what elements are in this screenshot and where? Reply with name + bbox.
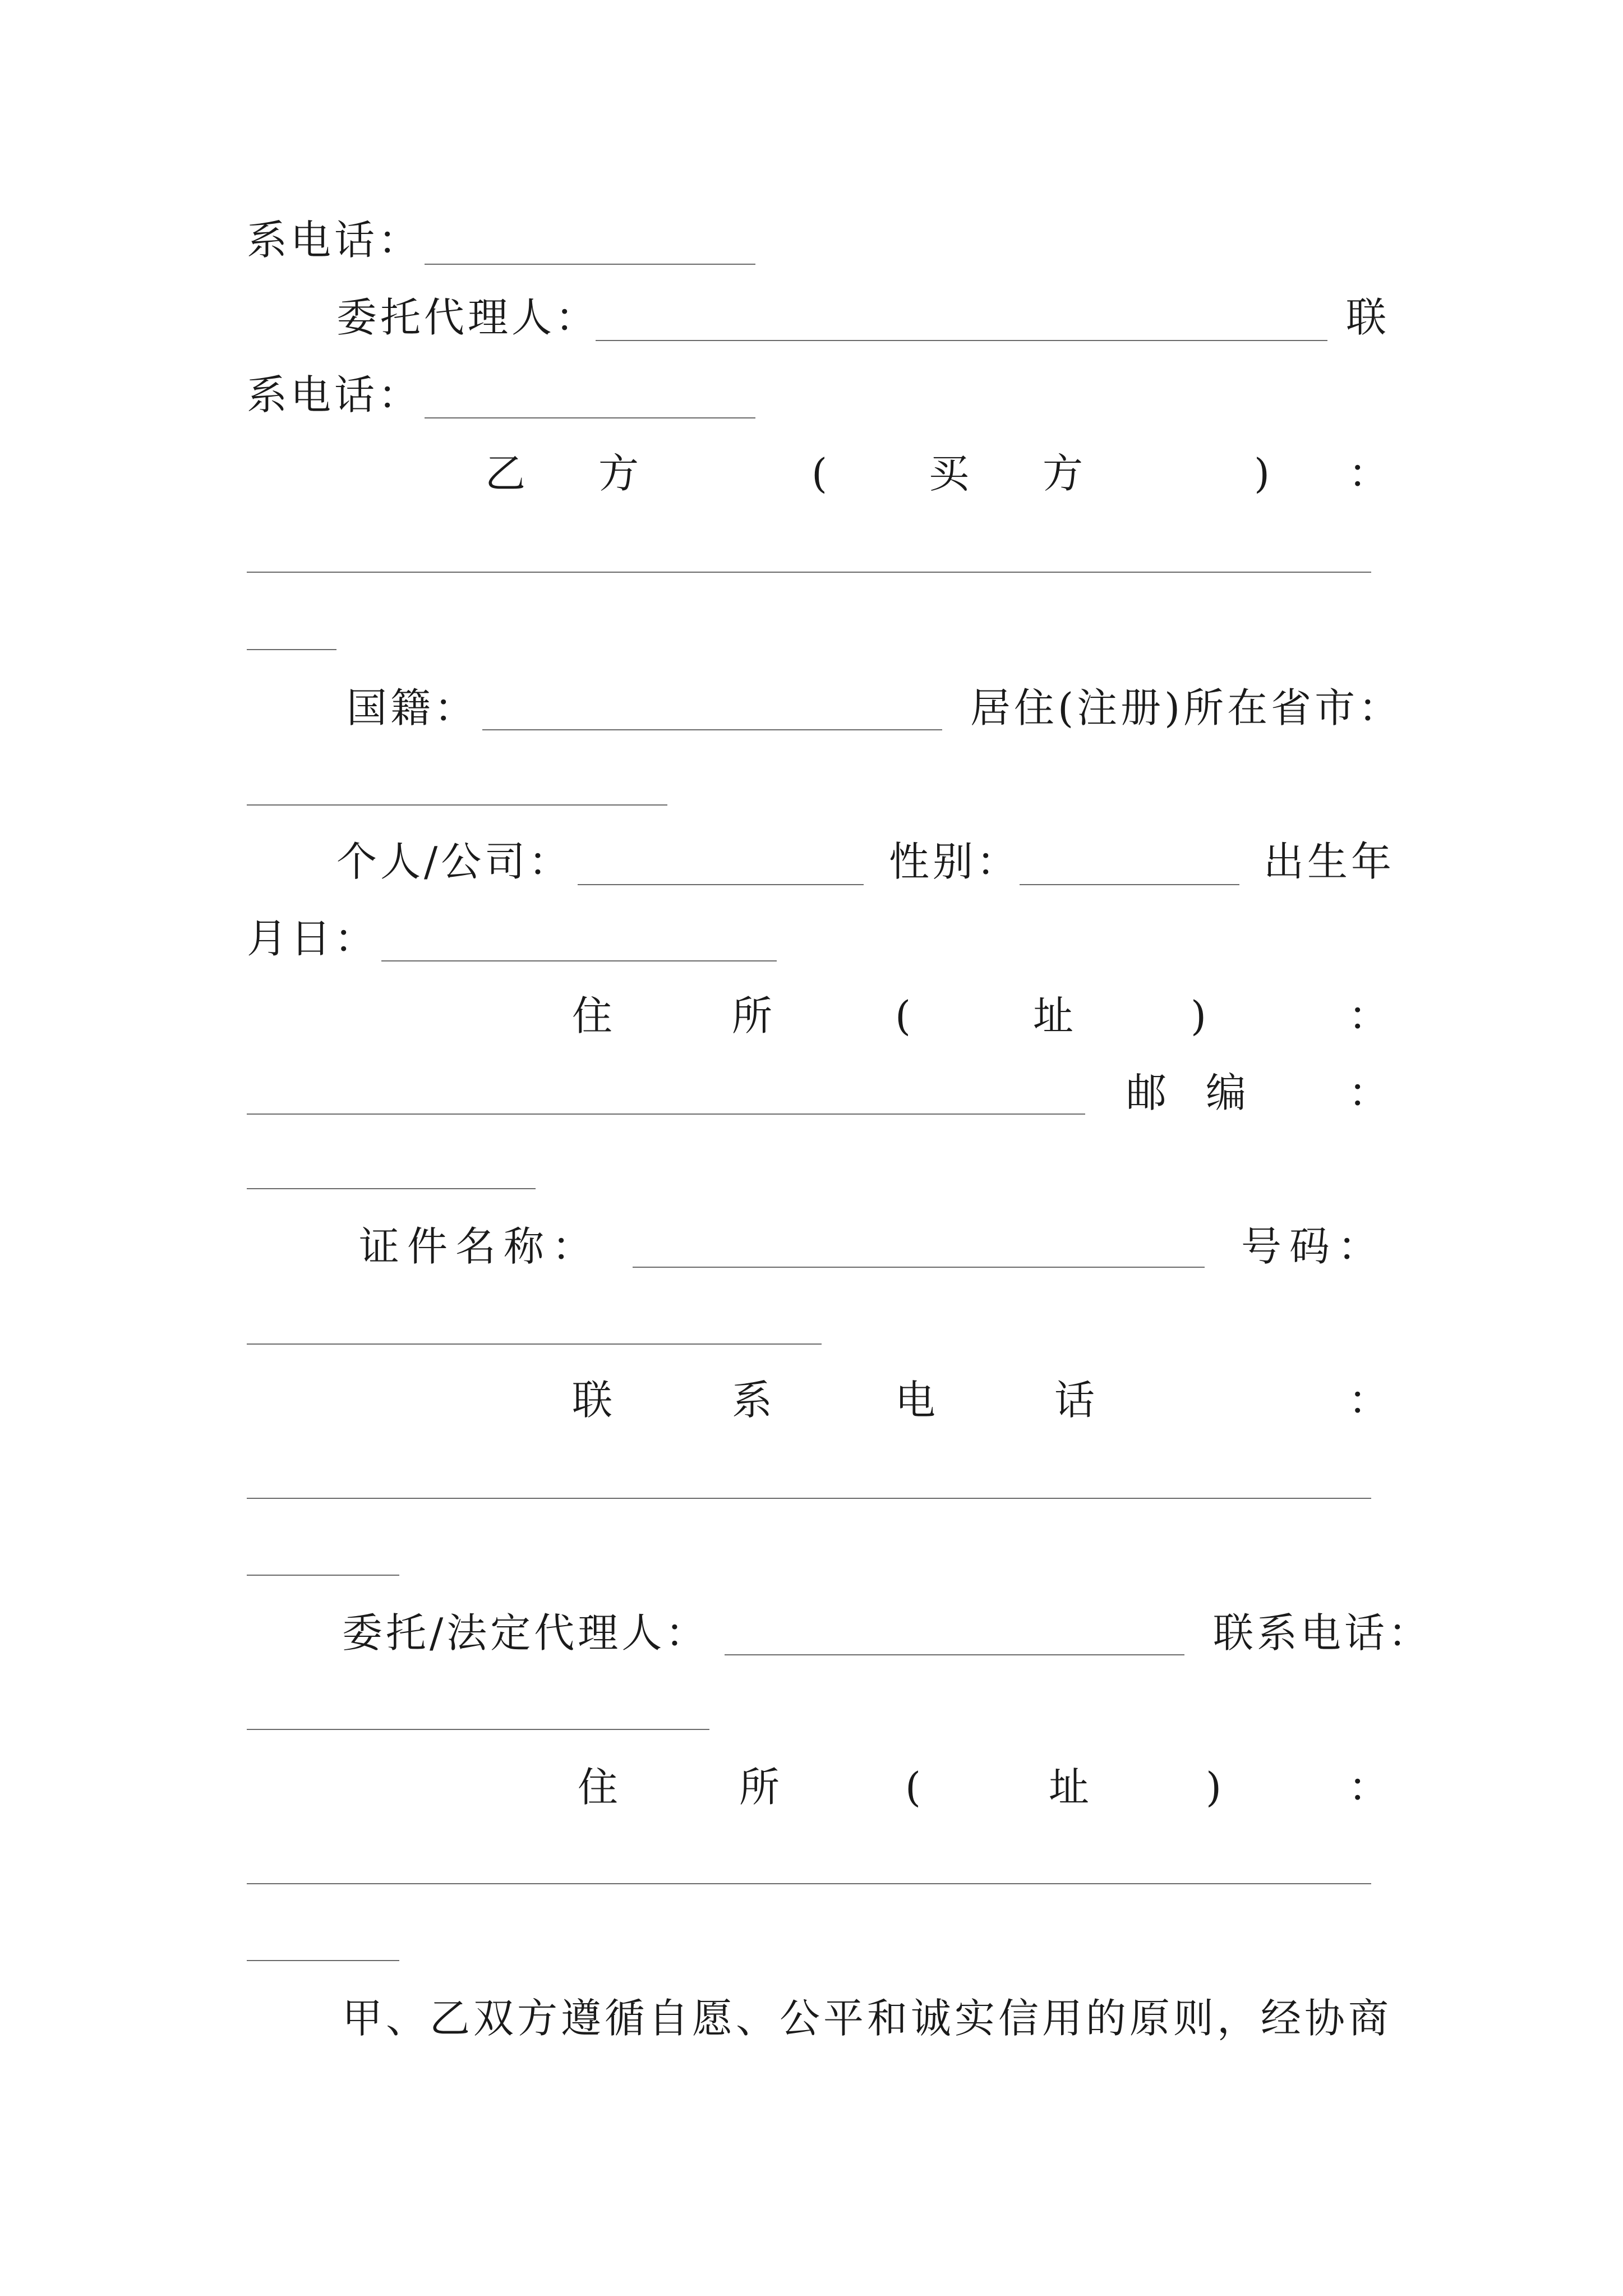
- contact-phone-colon: ：: [1348, 1377, 1393, 1424]
- dob-label-end: 月日：: [247, 915, 379, 962]
- legal-agent-label: 委托/法定代理人：: [342, 1609, 709, 1657]
- party-b-buyer-char-2: 方: [1043, 450, 1087, 497]
- agreement-paragraph: 甲、乙双方遵循自愿、公平和诚实信用的原则，经协商: [342, 1995, 1393, 2042]
- person-company-label: 个人/公司：: [336, 838, 573, 885]
- nationality-blank[interactable]: [482, 729, 942, 730]
- agent-address-open-paren: (: [905, 1764, 925, 1811]
- person-company-blank[interactable]: [578, 884, 864, 885]
- contact-phone-blank-cont[interactable]: [247, 1575, 399, 1576]
- legal-agent-phone-blank[interactable]: [247, 1729, 709, 1730]
- address-open-paren: (: [895, 992, 915, 1039]
- address-colon: ：: [1348, 992, 1393, 1039]
- postcode-blank[interactable]: [247, 1188, 536, 1189]
- address-char-2: 所: [732, 992, 776, 1039]
- party-b-name-blank-cont[interactable]: [247, 649, 336, 650]
- agent-address-blank[interactable]: [247, 1883, 1371, 1884]
- party-b-buyer-char-1: 买: [929, 450, 973, 497]
- party-b-colon: ：: [1348, 450, 1393, 497]
- contact-phone-char-2: 系: [732, 1377, 776, 1424]
- address-char-1: 住: [572, 992, 616, 1039]
- seller-phone-blank[interactable]: [425, 264, 755, 265]
- id-number-blank[interactable]: [247, 1343, 822, 1345]
- dob-blank[interactable]: [381, 960, 777, 961]
- agent-address-colon: ：: [1348, 1764, 1393, 1811]
- party-b-char-1: 乙: [485, 450, 529, 497]
- agent-contact-label-start: 联: [1346, 294, 1390, 341]
- postcode-char-2: 编: [1206, 1069, 1250, 1116]
- agent-phone-label: 系电话：: [247, 371, 422, 418]
- party-b-name-blank[interactable]: [247, 572, 1371, 573]
- address-char-3: 址: [1033, 992, 1077, 1039]
- nationality-label: 国籍：: [347, 684, 478, 731]
- legal-agent-phone-label: 联系电话：: [1213, 1609, 1432, 1657]
- legal-agent-blank[interactable]: [725, 1654, 1184, 1655]
- gender-blank[interactable]: [1020, 884, 1239, 885]
- contact-phone-blank[interactable]: [247, 1498, 1371, 1499]
- address-blank[interactable]: [247, 1114, 1085, 1115]
- agent-address-char-1: 住: [578, 1764, 622, 1811]
- gender-label: 性别：: [889, 838, 1021, 885]
- agent-address-blank-cont[interactable]: [247, 1960, 399, 1961]
- seller-phone-label: 系电话：: [247, 217, 422, 264]
- agent-blank[interactable]: [596, 340, 1327, 341]
- contact-phone-char-4: 话: [1054, 1377, 1099, 1424]
- id-type-blank[interactable]: [633, 1267, 1205, 1268]
- contact-phone-char-1: 联: [572, 1377, 616, 1424]
- contact-phone-char-3: 电: [895, 1377, 939, 1424]
- party-b-open-paren: (: [811, 450, 831, 497]
- postcode-char-1: 邮: [1126, 1069, 1170, 1116]
- id-number-label: 号码：: [1241, 1223, 1386, 1270]
- address-close-paren: ): [1191, 992, 1210, 1039]
- party-b-char-2: 方: [598, 450, 643, 497]
- party-b-close-paren: ): [1254, 450, 1274, 497]
- agent-address-char-2: 所: [739, 1764, 783, 1811]
- agent-address-close-paren: ): [1206, 1764, 1225, 1811]
- agent-label: 委托代理人：: [336, 294, 600, 341]
- agent-phone-blank[interactable]: [425, 417, 755, 418]
- postcode-colon: ：: [1348, 1069, 1393, 1116]
- id-type-label: 证件名称：: [359, 1223, 601, 1270]
- residence-blank[interactable]: [247, 804, 667, 806]
- residence-label: 居住(注册)所在省市：: [970, 684, 1403, 731]
- dob-label-start: 出生年: [1264, 838, 1395, 885]
- agent-address-char-3: 址: [1049, 1764, 1093, 1811]
